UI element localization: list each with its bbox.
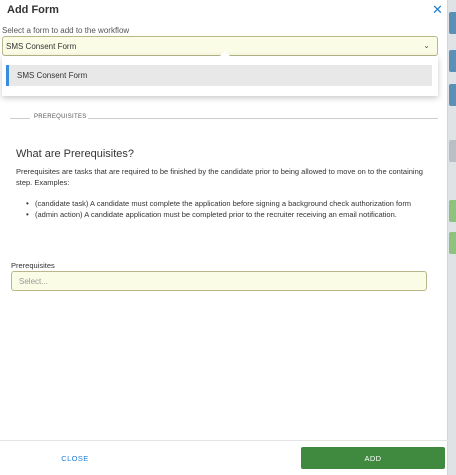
background-app-chip: [449, 140, 456, 162]
background-app-chip: [449, 84, 456, 106]
dropdown-caret: [220, 51, 230, 56]
background-app-chip: [449, 232, 456, 254]
form-select-dropdown: [2, 56, 438, 96]
background-app-chip: [449, 12, 456, 34]
form-select-value: SMS Consent Form: [6, 42, 77, 51]
prerequisites-examples-list: [26, 199, 426, 220]
list-item: • (candidate task) A candidate must complete the application before signing a background check authorization form: [26, 199, 426, 210]
background-app-chip: [449, 50, 456, 72]
close-button[interactable]: CLOSE: [45, 449, 105, 467]
background-app-chip: [449, 200, 456, 222]
prerequisites-section-heading: PREREQUISITES: [34, 114, 87, 120]
prerequisites-description: Prerequisites are tasks that are required to be finished by the candidate prior to being allowed to move on to the containing step. Examples:: [16, 167, 423, 187]
section-divider: [10, 118, 30, 119]
list-item: • (admin action) A candidate application must be completed prior to the recruiter receiving an email notification.: [26, 210, 426, 221]
form-select-label: Select a form to add to the workflow: [2, 26, 130, 35]
dropdown-option-sms-consent-form[interactable]: [6, 65, 432, 86]
chevron-down-icon[interactable]: ⌄: [423, 41, 430, 50]
dropdown-option-label: SMS Consent Form: [17, 71, 88, 80]
footer-divider: [0, 440, 448, 441]
section-divider: [88, 118, 438, 119]
prerequisites-field-label: Prerequisites: [11, 261, 55, 270]
modal-title: Add Form: [7, 4, 59, 16]
modal-header: [0, 0, 448, 22]
close-x-icon[interactable]: ✕: [432, 2, 443, 17]
add-button[interactable]: ADD: [301, 447, 445, 469]
what-are-prerequisites-heading: What are Prerequisites?: [16, 148, 134, 160]
prerequisites-input[interactable]: [11, 271, 427, 291]
